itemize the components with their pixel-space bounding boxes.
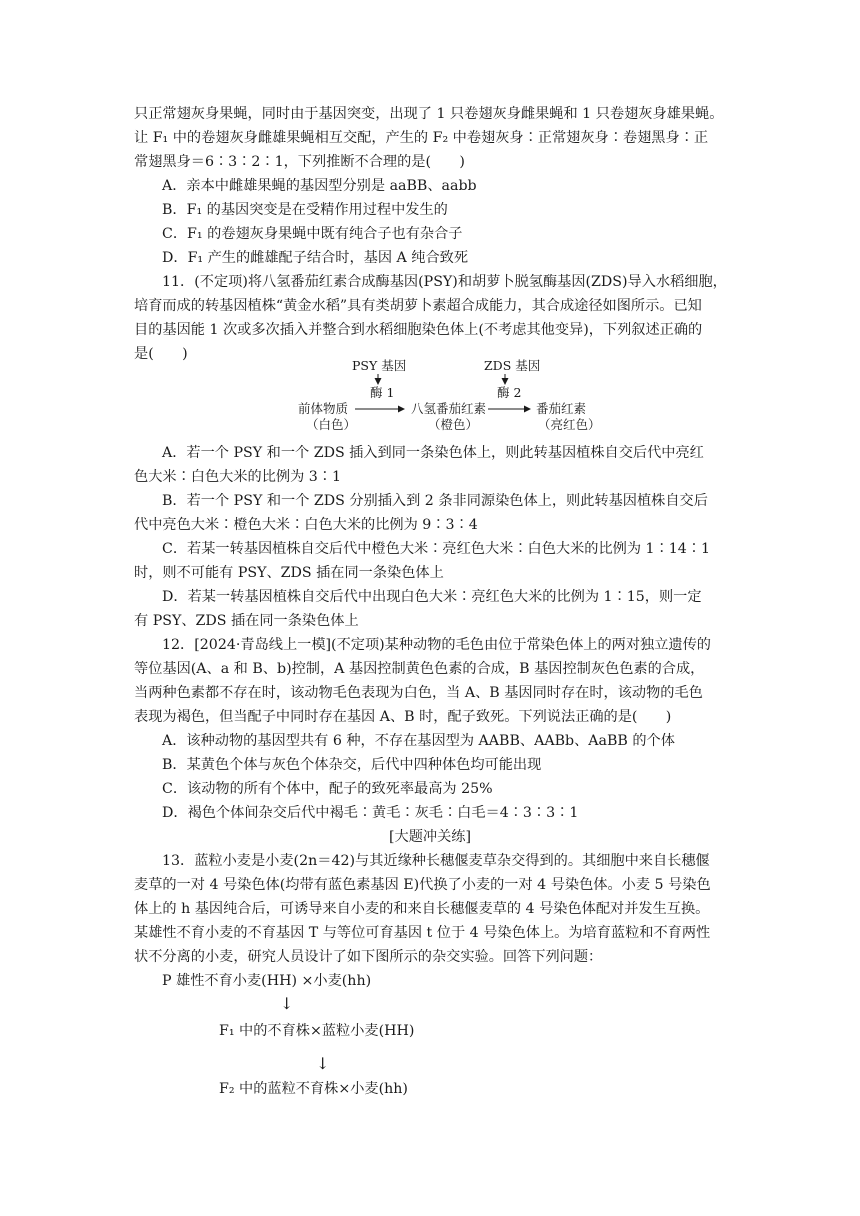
q12-stem-line-4: 表现为褐色，但当配子中同时存在基因 A、B 时，配子致死。下列说法正确的是( ) [134,709,672,725]
q11-option-a-line-2: 色大米∶白色大米的比例为 3∶1 [134,469,342,485]
cross-f2-line: F₂ 中的蓝粒不育株×小麦(hh) [219,1081,408,1097]
q11-stem-line-1: 11．(不定项)将八氢番茄红素合成酶基因(PSY)和胡萝卜脱氢酶基因(ZDS)导入水稻细胞， [162,274,727,290]
q12-option-d: D．褐色个体间杂交后代中褐毛∶黄毛∶灰毛∶白毛＝4∶3∶3∶1 [162,805,579,821]
q10-stem-line-1: 只正常翅灰身果蝇，同时由于基因突变，出现了 1 只卷翅灰身雌果蝇和 1 只卷翅灰身雄果蝇。 [134,106,724,122]
q11-stem-line-3: 目的基因能 1 次或多次插入并整合到水稻细胞染色体上(不考虑其他变异)，下列叙述正确的 [134,322,703,338]
enzyme-2-label: 酶 2 [497,385,522,400]
q12-option-b: B．某黄色个体与灰色个体杂交，后代中四种体色均可能出现 [162,757,542,773]
q13-stem-line-1: 13．蓝粒小麦是小麦(2n＝42)与其近缘种长穗偃麦草杂交得到的。其细胞中来自长穗偃 [162,853,710,869]
cross-arrow-1: ↓ [280,994,294,1013]
q12-option-c: C．该动物的所有个体中，配子的致死率最高为 25% [162,781,493,797]
lycopene-label: 番茄红素 [536,401,587,416]
q13-stem-line-5: 状不分离的小麦，研究人员设计了如下图所示的杂交实验。回答下列问题： [134,949,603,965]
phytoene-label: 八氢番茄红素 [411,401,487,416]
phytoene-color-label: （橙色） [428,417,479,432]
lycopene-color-label: （亮红色） [538,417,601,432]
cross-arrow-2: ↓ [316,1054,330,1073]
q10-stem-line-3: 常翅黑身＝6∶3∶2∶1，下列推断不合理的是( ) [134,154,465,170]
q11-option-c-line-1: C．若某一转基因植株自交后代中橙色大米∶亮红色大米∶白色大米的比例为 1∶14∶1 [162,541,711,557]
q11-option-b-line-1: B．若一个 PSY 和一个 ZDS 分别插入到 2 条非同源染色体上，则此转基因植株自交后 [162,493,708,509]
q11-stem-line-4: 是( ) [134,346,188,362]
q13-stem-line-3: 体上的 h 基因纯合后，可诱导来自小麦的和来自长穗偃麦草的 4 号染色体配对并发生互换。 [134,901,710,917]
q11-option-c-line-2: 时，则不可能有 PSY、ZDS 插在同一条染色体上 [134,565,444,581]
q12-stem-line-1: 12．[2024·青岛线上一模](不定项)某种动物的毛色由位于常染色体上的两对独立遗传的 [162,637,711,653]
q11-stem-line-2: 培育而成的转基因植株“黄金水稻”具有类胡萝卜素超合成能力，其合成途径如图所示。已知 [134,298,702,314]
q10-option-b: B．F₁ 的基因突变是在受精作用过程中发生的 [162,202,448,218]
cross-f1-line: F₁ 中的不育株×蓝粒小麦(HH) [219,1023,415,1039]
q10-stem-line-2: 让 F₁ 中的卷翅灰身雌雄果蝇相互交配，产生的 F₂ 中卷翅灰身∶正常翅灰身∶卷翅黑身∶正 [134,130,709,146]
q12-option-a: A．该种动物的基因型共有 6 种，不存在基因型为 AABB、AABb、AaBB 的个体 [162,733,675,749]
q10-option-a: A．亲本中雌雄果蝇的基因型分别是 aaBB、aabb [162,178,477,194]
q13-stem-line-4: 某雄性不育小麦的不育基因 T 与等位可育基因 t 位于 4 号染色体上。为培育蓝粒和不育两性 [134,925,711,941]
precursor-color-label: （白色） [306,417,357,432]
psy-gene-label: PSY 基因 [352,358,407,373]
q12-stem-line-3: 当两种色素都不存在时，该动物毛色表现为白色，当 A、B 基因同时存在时，该动物的毛色 [134,685,703,701]
precursor-label: 前体物质 [298,401,349,416]
q10-option-c: C．F₁ 的卷翅灰身果蝇中既有纯合子也有杂合子 [162,226,463,242]
q11-option-a-line-1: A．若一个 PSY 和一个 ZDS 插入到同一条染色体上，则此转基因植株自交后代中亮红 [162,445,704,461]
enzyme-1-label: 酶 1 [370,385,395,400]
q11-option-b-line-2: 代中亮色大米∶橙色大米∶白色大米的比例为 9∶3∶4 [134,517,478,533]
q11-option-d-line-2: 有 PSY、ZDS 插在同一条染色体上 [134,613,359,629]
q11-option-d-line-1: D．若某一转基因植株自交后代中出现白色大米∶亮红色大米的比例为 1∶15，则一定 [162,589,702,605]
zds-gene-label: ZDS 基因 [484,358,541,373]
q12-stem-line-2: 等位基因(A、a 和 B、b)控制，A 基因控制黄色色素的合成，B 基因控制灰色色素的合成， [134,661,705,677]
cross-parental-line: P 雄性不育小麦(HH) ×小麦(hh) [162,973,372,989]
q10-option-d: D．F₁ 产生的雌雄配子结合时，基因 A 纯合致死 [162,250,469,266]
section-title: [大题冲关练] [388,829,471,845]
q13-stem-line-2: 麦草的一对 4 号染色体(均带有蓝色素基因 E)代换了小麦的一对 4 号染色体。小麦 5 号染色 [134,877,711,893]
